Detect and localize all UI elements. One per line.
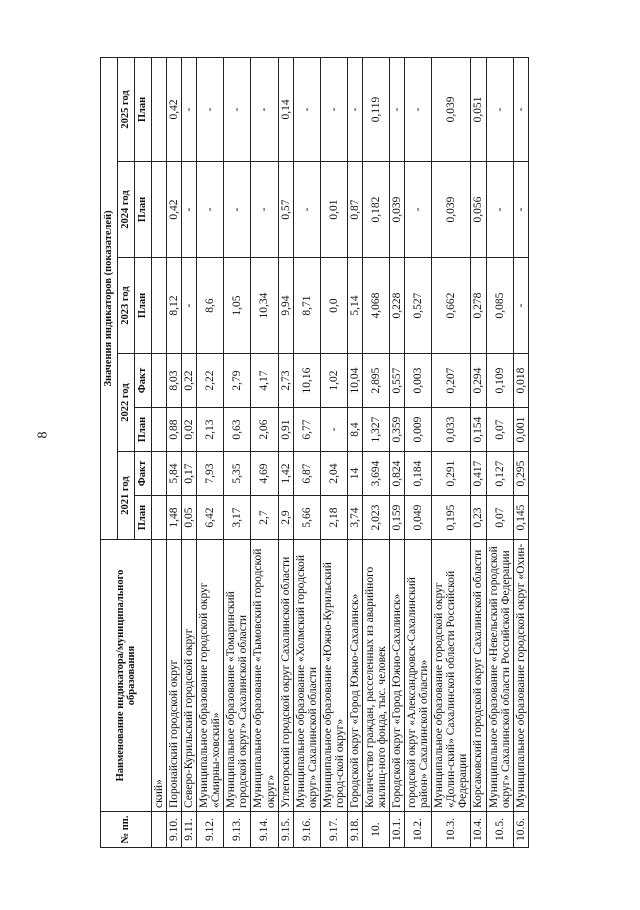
- cell-value: -: [251, 57, 278, 161]
- rotated-table-container: [100, 58, 640, 848]
- cell-value: 8,12: [167, 258, 182, 354]
- cell-name: Углегорский городской округ Сахалинской области: [278, 540, 293, 812]
- cell-value: 7,93: [197, 452, 224, 496]
- cell-value: 0,22: [182, 354, 197, 408]
- cell-no: 9.14.: [251, 812, 278, 848]
- cell-no: 10.2.: [405, 812, 432, 848]
- cell-name: Северо-Курильский городской округ: [182, 540, 197, 812]
- cell-name: Городской округ «Город Южно-Сахалинск»: [347, 540, 362, 812]
- cell-name: Городской округ «Город Южно-Сахалинск»: [390, 540, 405, 812]
- table-body: [152, 57, 529, 847]
- cell-value: 0,033: [432, 408, 471, 452]
- cell-value: 2,7: [251, 496, 278, 540]
- cell-value: -: [197, 162, 224, 258]
- cell-value: 1,327: [362, 408, 389, 452]
- cell-value: 4,17: [251, 354, 278, 408]
- header-no: № пп.: [101, 812, 152, 848]
- cell-value: 6,87: [293, 452, 320, 496]
- table-row: [347, 57, 362, 847]
- cell-value: 0,119: [362, 57, 389, 161]
- cell-value: -: [513, 258, 528, 354]
- cell-no: [152, 812, 167, 848]
- table-row: [471, 57, 486, 847]
- cell-value: 3,74: [347, 496, 362, 540]
- cell-no: 9.11.: [182, 812, 197, 848]
- cell-name: Корсаковский городской округ Сахалинской области: [471, 540, 486, 812]
- cell-value: 0,145: [513, 496, 528, 540]
- cell-value: -: [182, 162, 197, 258]
- cell-no: 10.: [362, 812, 389, 848]
- cell-value: 0,159: [390, 496, 405, 540]
- header-year-2021: 2021 год: [118, 452, 135, 540]
- table-row: [293, 57, 320, 847]
- cell-no: 10.3.: [432, 812, 471, 848]
- cell-value: 0,056: [471, 162, 486, 258]
- cell-value: -: [197, 57, 224, 161]
- cell-value: -: [405, 57, 432, 161]
- cell-name: Количество граждан, расселенных из аварийного жилищ-ного фонда, тыс. человек: [362, 540, 389, 812]
- cell-value: 0,662: [432, 258, 471, 354]
- header-name: Наименование индикатора/муниципального образования: [101, 540, 152, 812]
- cell-value: 0,0: [320, 258, 347, 354]
- header-plan: План: [135, 57, 152, 161]
- table-row: [486, 57, 513, 847]
- cell-value: 10,04: [347, 354, 362, 408]
- cell-value: 3,694: [362, 452, 389, 496]
- cell-value: -: [513, 57, 528, 161]
- cell-value: -: [486, 162, 513, 258]
- cell-value: 10,16: [293, 354, 320, 408]
- table-row: [362, 57, 389, 847]
- cell-value: 0,182: [362, 162, 389, 258]
- cell-value: 0,085: [486, 258, 513, 354]
- cell-value: 0,184: [405, 452, 432, 496]
- cell-value: 0,42: [167, 162, 182, 258]
- cell-value: 1,42: [278, 452, 293, 496]
- cell-value: 0,051: [471, 57, 486, 161]
- cell-value: 2,06: [251, 408, 278, 452]
- cell-no: 9.13.: [224, 812, 251, 848]
- cell-name: Муниципальное образование городской округ «Смирны-ховский»: [197, 540, 224, 812]
- cell-name: ский»: [152, 540, 167, 812]
- cell-no: 9.16.: [293, 812, 320, 848]
- cell-name: Муниципальное образование «Холмский городской округ» Сахалинской области: [293, 540, 320, 812]
- header-plan: План: [135, 258, 152, 354]
- cell-no: 9.18.: [347, 812, 362, 848]
- table-row: [197, 57, 224, 847]
- cell-value: 3,17: [224, 496, 251, 540]
- cell-value: -: [224, 162, 251, 258]
- cell-name: Муниципальное образование городской округ «Долин-ский» Сахалинской области Российской Федерации: [432, 540, 471, 812]
- cell-name: Муниципальное образование городской округ «Охин-: [513, 540, 528, 812]
- cell-value: -: [182, 57, 197, 161]
- cell-no: 10.5.: [486, 812, 513, 848]
- cell-value: 0,039: [432, 162, 471, 258]
- header-year-2025: 2025 год: [118, 57, 135, 161]
- cell-value: 0,109: [486, 354, 513, 408]
- cell-value: 0,91: [278, 408, 293, 452]
- cell-value: 2,023: [362, 496, 389, 540]
- cell-value: -: [251, 162, 278, 258]
- cell-value: 0,295: [513, 452, 528, 496]
- cell-value: -: [347, 57, 362, 161]
- cell-value: 14: [347, 452, 362, 496]
- cell-value: 0,001: [513, 408, 528, 452]
- indicators-table: [100, 57, 529, 848]
- cell-value: 2,18: [320, 496, 347, 540]
- cell-value: 8,6: [197, 258, 224, 354]
- cell-value: 0,88: [167, 408, 182, 452]
- cell-value: -: [182, 258, 197, 354]
- cell-value: 0,294: [471, 354, 486, 408]
- cell-value: 4,69: [251, 452, 278, 496]
- cell-value: -: [513, 162, 528, 258]
- cell-value: -: [320, 57, 347, 161]
- cell-value: 10,34: [251, 258, 278, 354]
- table-row: [182, 57, 197, 847]
- cell-value: 5,84: [167, 452, 182, 496]
- cell-value: -: [405, 162, 432, 258]
- cell-name: Муниципальное образование «Томаринский городской округ» Сахалинской области: [224, 540, 251, 812]
- cell-value: 2,22: [197, 354, 224, 408]
- cell-value: 0,207: [432, 354, 471, 408]
- cell-value: 6,77: [293, 408, 320, 452]
- cell-value: -: [293, 162, 320, 258]
- header-plan: План: [135, 496, 152, 540]
- cell-value: 8,03: [167, 354, 182, 408]
- cell-value: 2,895: [362, 354, 389, 408]
- cell-name: Поронайский городской округ: [167, 540, 182, 812]
- cell-no: 9.12.: [197, 812, 224, 848]
- cell-value: 0,14: [278, 57, 293, 161]
- cell-value: 0,417: [471, 452, 486, 496]
- table-row-continuation: [152, 57, 167, 847]
- cell-no: 10.1.: [390, 812, 405, 848]
- header-fact: Факт: [135, 452, 152, 496]
- cell-value: 5,66: [293, 496, 320, 540]
- table-row: [320, 57, 347, 847]
- cell-name: Муниципальное образование «Тымовский городской округ»: [251, 540, 278, 812]
- cell-value: 0,17: [182, 452, 197, 496]
- cell-value: 0,57: [278, 162, 293, 258]
- table-row: [251, 57, 278, 847]
- cell-name: Муниципальное образование «Южно-Курильский город-ской округ»: [320, 540, 347, 812]
- cell-value: -: [293, 57, 320, 161]
- cell-value: 1,02: [320, 354, 347, 408]
- cell-value: 0,87: [347, 162, 362, 258]
- table-row: [224, 57, 251, 847]
- cell-value: 0,527: [405, 258, 432, 354]
- header-year-2024: 2024 год: [118, 162, 135, 258]
- table-row: [405, 57, 432, 847]
- cell-value: 0,003: [405, 354, 432, 408]
- cell-no: 9.15.: [278, 812, 293, 848]
- cell-value: 2,13: [197, 408, 224, 452]
- header-values-group: Значения индикаторов (показателей): [101, 57, 118, 539]
- cell-value: 0,63: [224, 408, 251, 452]
- cell-value: 0,154: [471, 408, 486, 452]
- cell-value: 2,04: [320, 452, 347, 496]
- cell-value: -: [390, 57, 405, 161]
- cell-value: 0,02: [182, 408, 197, 452]
- cell-value: 5,14: [347, 258, 362, 354]
- cell-value: -: [486, 57, 513, 161]
- cell-value: 0,23: [471, 496, 486, 540]
- cell-no: 10.4.: [471, 812, 486, 848]
- table-row: [513, 57, 528, 847]
- cell-value: 2,79: [224, 354, 251, 408]
- cell-value: 1,05: [224, 258, 251, 354]
- cell-value: 0,278: [471, 258, 486, 354]
- cell-value: 0,009: [405, 408, 432, 452]
- cell-value: 0,228: [390, 258, 405, 354]
- cell-value: 0,05: [182, 496, 197, 540]
- table-row: [278, 57, 293, 847]
- cell-value: 0,127: [486, 452, 513, 496]
- cell-value: 4,068: [362, 258, 389, 354]
- cell-value: 0,07: [486, 496, 513, 540]
- cell-value: 8,71: [293, 258, 320, 354]
- cell-value: -: [320, 408, 347, 452]
- cell-value: 0,039: [432, 57, 471, 161]
- cell-value: 0,291: [432, 452, 471, 496]
- header-fact: Факт: [135, 354, 152, 408]
- cell-value: 0,01: [320, 162, 347, 258]
- cell-value: 5,35: [224, 452, 251, 496]
- cell-value: 8,4: [347, 408, 362, 452]
- cell-value: 0,824: [390, 452, 405, 496]
- cell-no: 9.17.: [320, 812, 347, 848]
- cell-value: 0,049: [405, 496, 432, 540]
- cell-value: -: [224, 57, 251, 161]
- cell-value: 0,42: [167, 57, 182, 161]
- cell-value: 2,9: [278, 496, 293, 540]
- page-number: 8: [35, 431, 51, 439]
- table-row: [390, 57, 405, 847]
- cell-name: городской округ «Александровск-Сахалинский район» Сахалинской области»: [405, 540, 432, 812]
- cell-value: 1,48: [167, 496, 182, 540]
- table-row: [432, 57, 471, 847]
- header-plan: План: [135, 162, 152, 258]
- header-year-2023: 2023 год: [118, 258, 135, 354]
- cell-value: 0,195: [432, 496, 471, 540]
- cell-value: 0,018: [513, 354, 528, 408]
- header-year-2022: 2022 год: [118, 354, 135, 452]
- cell-no: 10.6.: [513, 812, 528, 848]
- cell-value: 9,94: [278, 258, 293, 354]
- cell-value: 0,039: [390, 162, 405, 258]
- cell-name: Муниципальное образование «Невельский городской округ» Сахалинской области Российской Федерации: [486, 540, 513, 812]
- table-row: [167, 57, 182, 847]
- header-plan: План: [135, 408, 152, 452]
- cell-value: 2,73: [278, 354, 293, 408]
- cell-value: 0,359: [390, 408, 405, 452]
- cell-value: 0,07: [486, 408, 513, 452]
- cell-value: 6,42: [197, 496, 224, 540]
- cell-value: 0,557: [390, 354, 405, 408]
- cell-no: 9.10.: [167, 812, 182, 848]
